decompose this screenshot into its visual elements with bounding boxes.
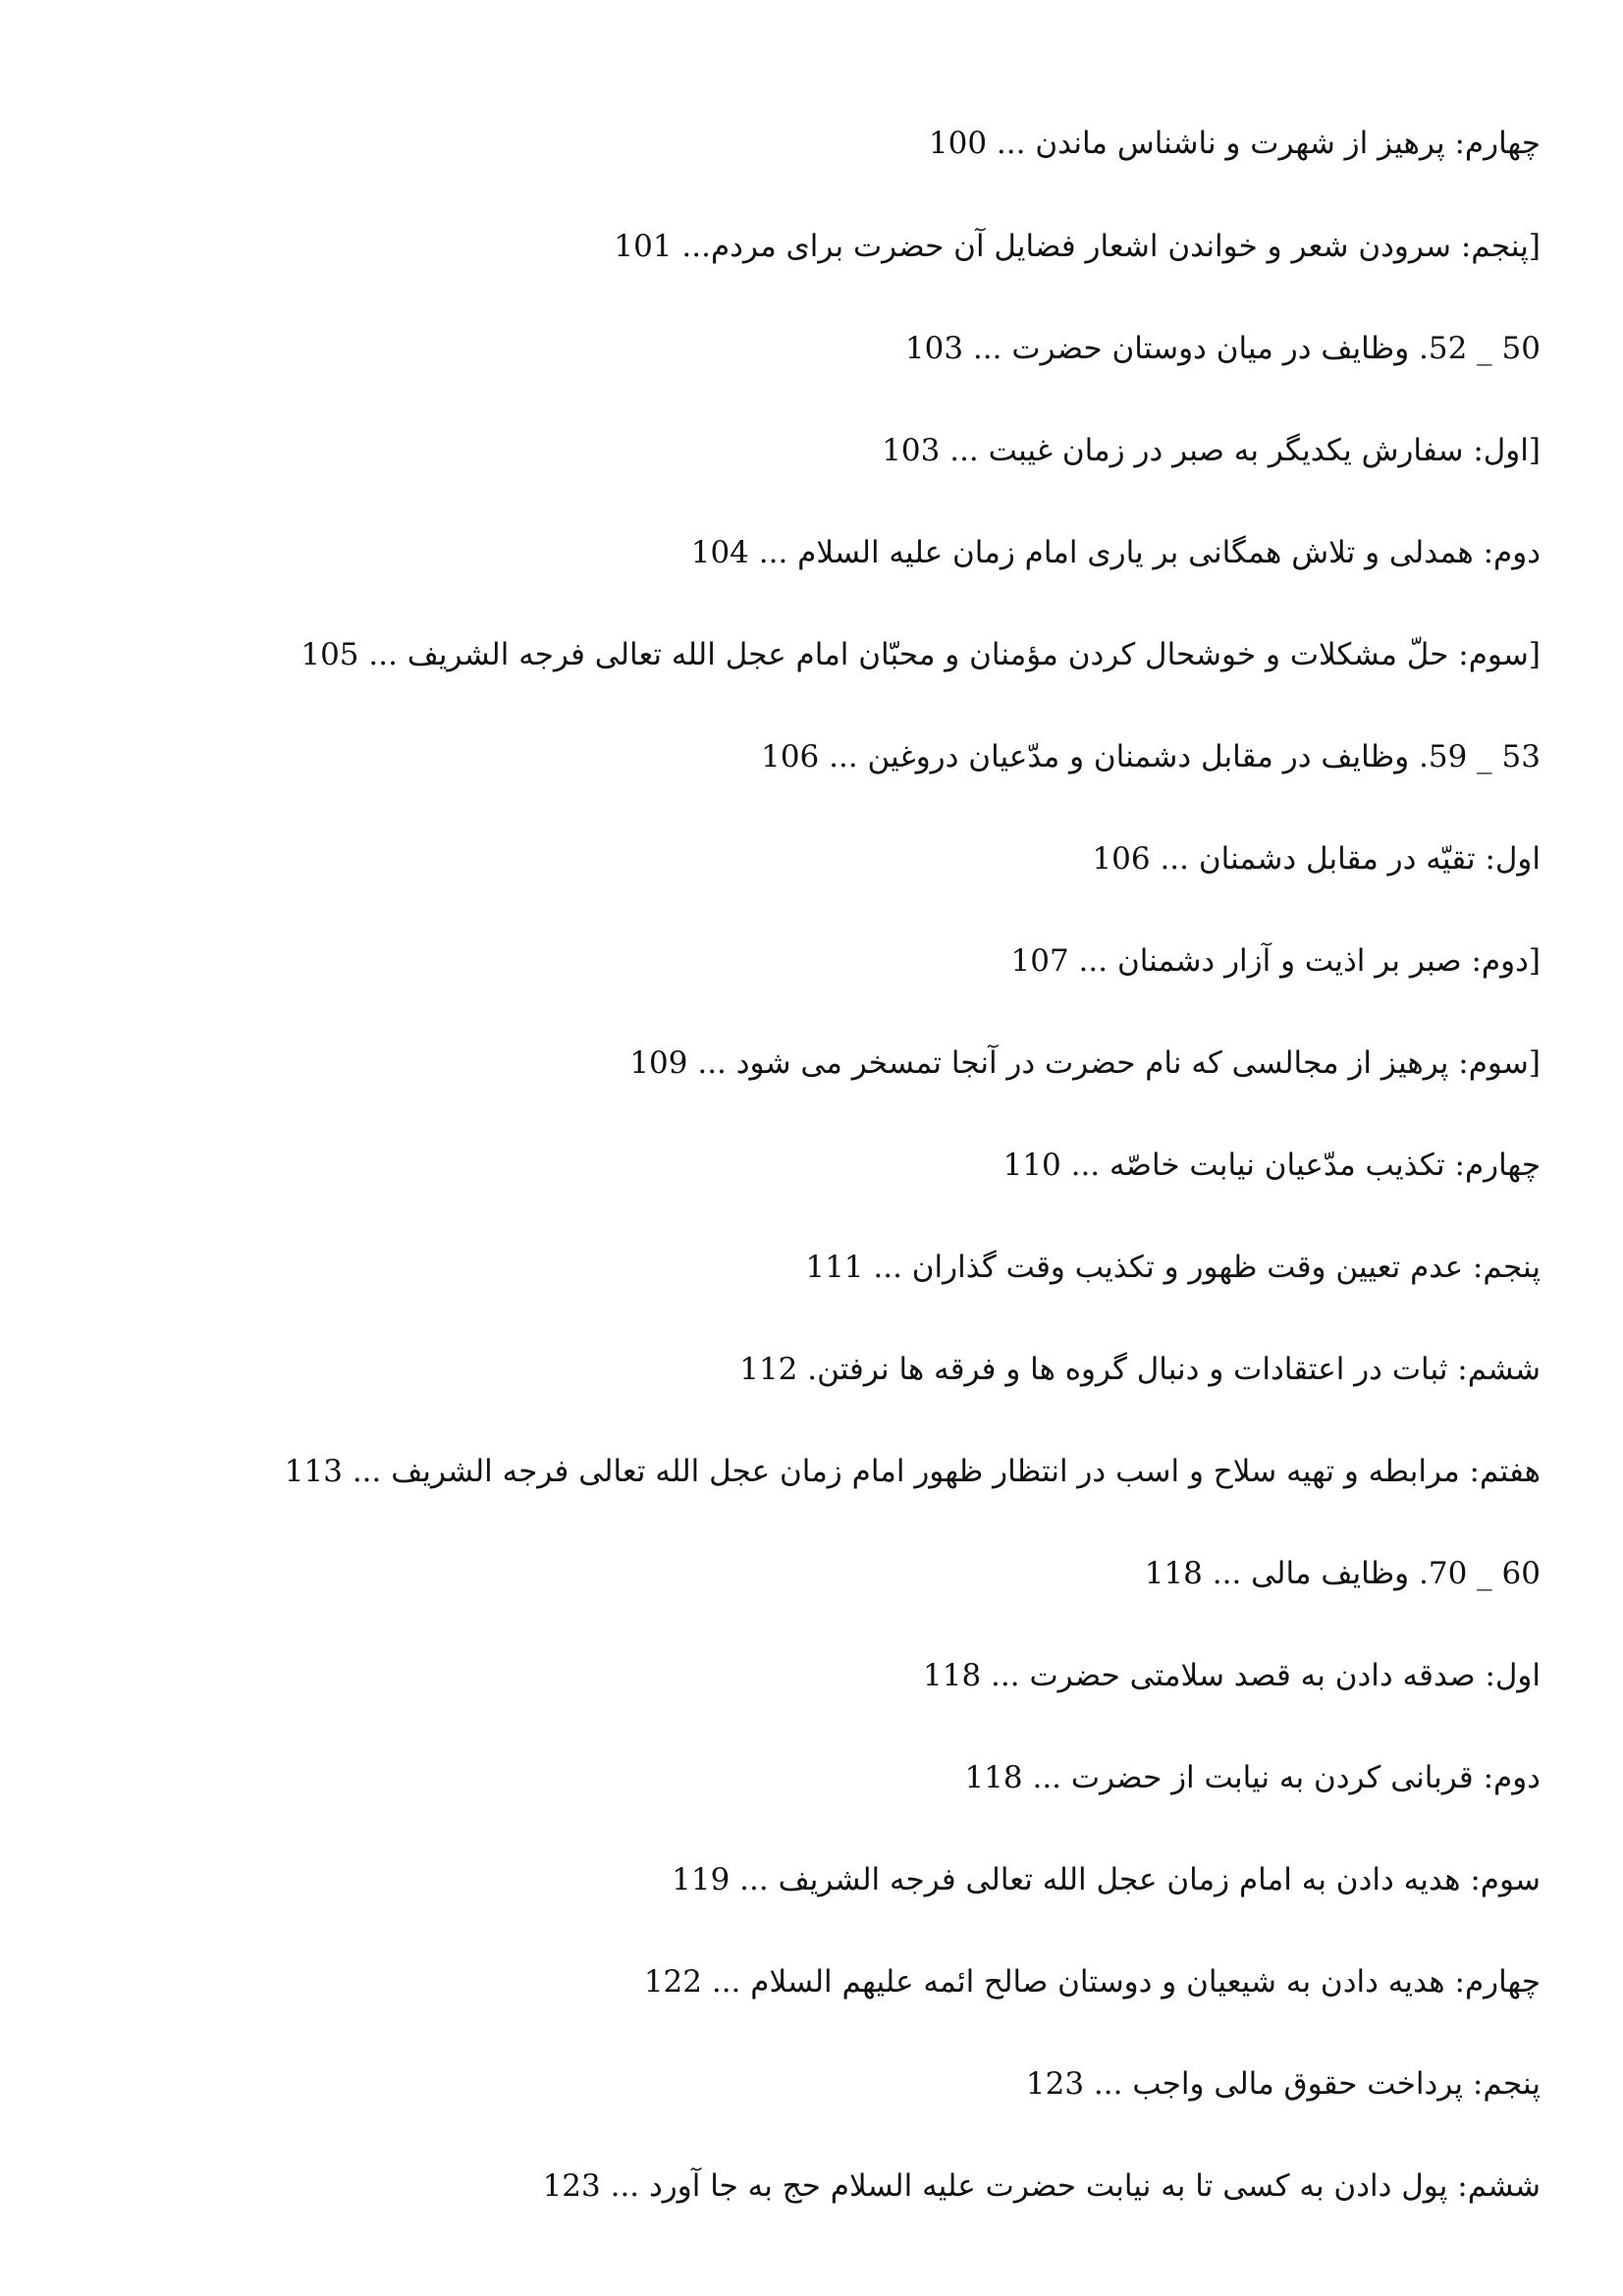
toc-entry: 53 _ 59. وظایف در مقابل دشمنان و مدّعیان دروغین ... 106	[761, 739, 1541, 774]
toc-entry: دوم: قربانی کردن به نیابت از حضرت ... 118	[964, 1760, 1541, 1795]
toc-entry: اول: صدقه دادن به قصد سلامتی حضرت ... 118	[923, 1658, 1541, 1693]
toc-entry: سوم: هدیه دادن به امام زمان عجل الله تعالی فرجه الشریف ... 119	[672, 1862, 1541, 1897]
toc-entry: چهارم: هدیه دادن به شیعیان و دوستان صالح ائمه علیهم السلام ... 122	[643, 1964, 1541, 2000]
toc-entry: 50 _ 52. وظایف در میان دوستان حضرت ... 103	[904, 331, 1541, 366]
toc-entry: چهارم: پرهیز از شهرت و ناشناس ماندن ... 100	[928, 126, 1541, 161]
toc-entry: [پنجم: سرودن شعر و خواندن اشعار فضایل آن حضرت برای مردم... 101	[614, 229, 1541, 264]
toc-entry: ششم: ثبات در اعتقادات و دنبال گروه ها و فرقه ها نرفتن. 112	[739, 1352, 1541, 1387]
toc-entry: 60 _ 70. وظایف مالی ... 118	[1144, 1556, 1541, 1591]
toc-entry: اول: تقیّه در مقابل دشمنان ... 106	[1092, 841, 1541, 877]
toc-entry: [سوم: حلّ مشکلات و خوشحال کردن مؤمنان و محبّان امام عجل الله تعالی فرجه الشریف ... 105	[300, 637, 1541, 672]
toc-entry: [اول: سفارش یکدیگر به صبر در زمان غیبت ... 103	[882, 433, 1541, 468]
toc-entry: پنجم: عدم تعیین وقت ظهور و تکذیب وقت گذاران ... 111	[805, 1250, 1541, 1285]
toc-entry: هفتم: مرابطه و تهیه سلاح و اسب در انتظار ظهور امام زمان عجل الله تعالی فرجه الشریف ... 113	[284, 1454, 1541, 1489]
toc-entry: [دوم: صبر بر اذیت و آزار دشمنان ... 107	[1010, 943, 1541, 979]
toc-entry: دوم: همدلی و تلاش همگانی بر یاری امام زمان علیه السلام ... 104	[690, 535, 1541, 570]
toc-entry: چهارم: تکذیب مدّعیان نیابت خاصّه ... 110	[1002, 1148, 1541, 1183]
toc-entry: [سوم: پرهیز از مجالسی که نام حضرت در آنجا تمسخر می شود ... 109	[629, 1045, 1541, 1081]
toc-entry: پنجم: پرداخت حقوق مالی واجب ... 123	[1025, 2066, 1541, 2102]
toc-entry: ششم: پول دادن به کسی تا به نیابت حضرت علیه السلام حج به جا آورد ... 123	[542, 2168, 1541, 2204]
